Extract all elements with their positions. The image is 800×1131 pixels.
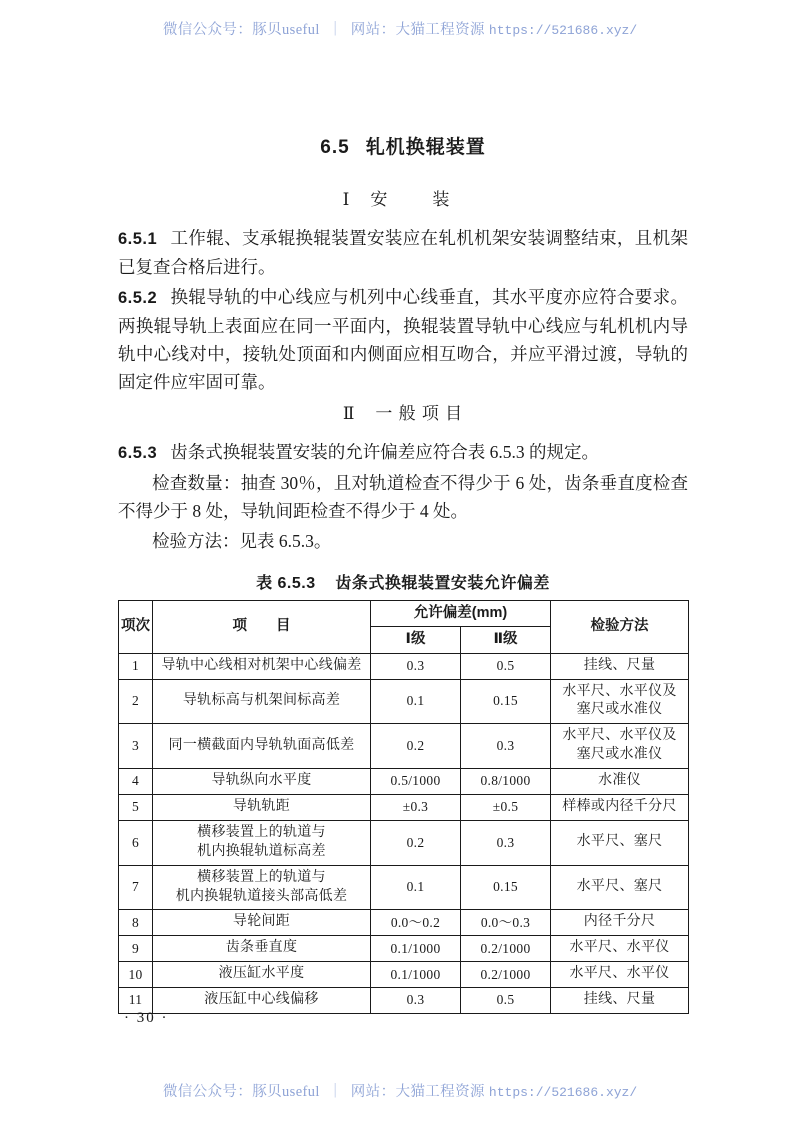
cell-level-2: 0.15 — [461, 865, 551, 910]
cell-item-line: 导轨标高与机架间标高差 — [182, 693, 341, 709]
page-content — [118, 132, 688, 1014]
table-row — [119, 724, 689, 769]
table-row — [119, 936, 689, 962]
cell-method — [551, 820, 689, 865]
cell-item — [153, 653, 371, 679]
cell-method-line: 水平尺、塞尺 — [576, 834, 663, 850]
cell-method — [551, 795, 689, 821]
watermark-bottom — [0, 1080, 800, 1101]
clause-6-5-1 — [118, 224, 688, 281]
cell-index: 1 — [119, 653, 153, 679]
cell-item — [153, 865, 371, 910]
watermark-separator: ｜ — [327, 22, 343, 38]
watermark-wechat-label: 微信公众号：豚贝useful — [162, 22, 320, 38]
header-item: 项 目 — [153, 600, 371, 653]
watermark-separator-bottom: ｜ — [327, 1084, 343, 1100]
cell-method — [551, 679, 689, 724]
cell-index: 3 — [119, 724, 153, 769]
table-caption-title: 齿条式换辊装置安装允许偏差 — [335, 574, 550, 592]
cell-item — [153, 910, 371, 936]
section-number: 6.5 — [320, 137, 350, 158]
cell-item-line: 液压缸水平度 — [218, 966, 305, 982]
page-title — [118, 132, 688, 159]
clause-text-6-5-1: 工作辊、支承辊换辊装置安装应在轧机机架安装调整结束，且机架已复查合格后进行。 — [118, 228, 688, 277]
cell-level-1: 0.1/1000 — [371, 962, 461, 988]
cell-index: 8 — [119, 910, 153, 936]
subsection-label-2: 一 般 项 目 — [375, 403, 464, 423]
subsection-heading-general-items — [118, 399, 688, 424]
header-method: 检验方法 — [551, 600, 689, 653]
cell-level-1: 0.1 — [371, 865, 461, 910]
inspection-method: 检验方法：见表 6.5.3。 — [152, 531, 332, 552]
cell-item — [153, 679, 371, 724]
cell-level-2: 0.5 — [461, 653, 551, 679]
header-tolerance-group: 允许偏差(mm) — [371, 600, 551, 627]
cell-item-line: 同一横截面内导轨轨面高低差 — [168, 737, 355, 753]
cell-index: 11 — [119, 988, 153, 1014]
cell-index: 9 — [119, 936, 153, 962]
subsection-roman-2: Ⅱ — [342, 403, 356, 423]
clause-6-5-3 — [118, 438, 688, 467]
cell-index: 6 — [119, 820, 153, 865]
clause-number-6-5-1: 6.5.1 — [118, 230, 158, 248]
cell-method-line: 水平尺、塞尺 — [576, 879, 663, 895]
table-row — [119, 910, 689, 936]
cell-level-2: 0.3 — [461, 820, 551, 865]
cell-item-line: 横移装置上的轨道与 — [197, 824, 326, 840]
cell-item — [153, 936, 371, 962]
cell-item-line: 齿条垂直度 — [225, 940, 298, 956]
cell-index: 5 — [119, 795, 153, 821]
watermark-url-bottom: https://521686.xyz/ — [488, 1085, 638, 1100]
header-level-2: Ⅱ级 — [461, 627, 551, 654]
cell-method-line: 样棒或内径千分尺 — [562, 799, 677, 815]
table-caption — [118, 570, 688, 593]
cell-index: 2 — [119, 679, 153, 724]
cell-method — [551, 988, 689, 1014]
cell-item-line: 导轮间距 — [232, 914, 291, 930]
table-caption-number: 表 6.5.3 — [256, 574, 316, 592]
cell-item — [153, 769, 371, 795]
cell-item-line: 导轨中心线相对机架中心线偏差 — [161, 657, 362, 673]
cell-method — [551, 865, 689, 910]
cell-level-1: 0.1/1000 — [371, 936, 461, 962]
cell-index: 7 — [119, 865, 153, 910]
cell-method — [551, 653, 689, 679]
table-row — [119, 795, 689, 821]
cell-item — [153, 962, 371, 988]
subsection-roman-1: Ⅰ — [342, 190, 351, 209]
cell-item — [153, 820, 371, 865]
cell-level-2: 0.8/1000 — [461, 769, 551, 795]
table-row — [119, 769, 689, 795]
watermark-top — [0, 18, 800, 39]
cell-method-line: 塞尺或水准仪 — [576, 702, 663, 718]
cell-method — [551, 936, 689, 962]
cell-method-line: 水平尺、水平仪 — [569, 940, 670, 956]
section-title-text: 轧机换辊装置 — [365, 137, 486, 158]
subsection-label-1: 安 装 — [370, 190, 464, 209]
cell-level-2: 0.5 — [461, 988, 551, 1014]
cell-method — [551, 724, 689, 769]
table-row — [119, 865, 689, 910]
table-row — [119, 988, 689, 1014]
cell-level-1: 0.3 — [371, 988, 461, 1014]
cell-method-line: 水平尺、水平仪及 — [562, 728, 677, 744]
cell-method — [551, 962, 689, 988]
cell-method-line: 挂线、尺量 — [583, 992, 656, 1008]
cell-item-line: 横移装置上的轨道与 — [197, 869, 326, 885]
cell-item-line: 液压缸中心线偏移 — [204, 992, 319, 1008]
cell-level-1: 0.0～0.2 — [371, 910, 461, 936]
clause-number-6-5-2: 6.5.2 — [118, 289, 158, 308]
cell-level-2: 0.0～0.3 — [461, 910, 551, 936]
subsection-heading-installation — [118, 185, 688, 210]
cell-item-line: 导轨纵向水平度 — [211, 773, 312, 789]
cell-level-1: ±0.3 — [371, 795, 461, 821]
cell-item — [153, 795, 371, 821]
cell-method — [551, 910, 689, 936]
table-body — [119, 653, 689, 1013]
watermark-wechat-label-bottom: 微信公众号：豚贝useful — [162, 1084, 320, 1100]
cell-item — [153, 988, 371, 1014]
cell-level-2: 0.2/1000 — [461, 936, 551, 962]
cell-level-2: ±0.5 — [461, 795, 551, 821]
cell-level-1: 0.3 — [371, 653, 461, 679]
cell-item-line: 机内换辊轨道接头部高低差 — [175, 888, 348, 904]
page-number: · 30 · — [124, 1010, 169, 1026]
watermark-site-label: 网站：大猫工程资源 — [350, 22, 485, 38]
tolerance-table — [118, 600, 689, 1014]
table-header — [119, 600, 689, 653]
cell-index: 10 — [119, 962, 153, 988]
table-row — [119, 679, 689, 724]
cell-index: 4 — [119, 769, 153, 795]
table-header-row-1 — [119, 600, 689, 627]
clause-text-6-5-2: 换辊导轨的中心线应与机列中心线垂直，其水平度亦应符合要求。两换辊导轨上表面应在同一平面内，换辊装置导轨中心线应与轧机机内导轨中心线对中，接轨处顶面和内侧面应相互吻合，并应平滑过渡，导轨的固定件应牢固可靠。 — [118, 287, 688, 393]
cell-item-line: 导轨轨距 — [232, 799, 291, 815]
cell-method-line: 挂线、尺量 — [583, 657, 656, 673]
header-level-1: Ⅰ级 — [371, 627, 461, 654]
cell-level-1: 0.1 — [371, 679, 461, 724]
watermark-site-label-bottom: 网站：大猫工程资源 — [350, 1084, 485, 1100]
cell-item — [153, 724, 371, 769]
table-row — [119, 653, 689, 679]
header-index: 项次 — [119, 600, 153, 653]
table-row — [119, 962, 689, 988]
cell-method-line: 内径千分尺 — [583, 914, 656, 930]
cell-level-1: 0.2 — [371, 724, 461, 769]
cell-level-1: 0.2 — [371, 820, 461, 865]
inspection-quantity: 检查数量：抽查 30％，且对轨道检查不得少于 6 处，齿条垂直度检查不得少于 8 处，导轨间距检查不得少于 4 处。 — [118, 472, 688, 521]
cell-level-1: 0.5/1000 — [371, 769, 461, 795]
table-row — [119, 820, 689, 865]
cell-method-line: 水准仪 — [598, 773, 641, 789]
cell-level-2: 0.15 — [461, 679, 551, 724]
cell-method-line: 塞尺或水准仪 — [576, 747, 663, 763]
cell-level-2: 0.3 — [461, 724, 551, 769]
cell-item-line: 机内换辊轨道标高差 — [197, 843, 326, 859]
cell-method — [551, 769, 689, 795]
cell-method-line: 水平尺、水平仪 — [569, 966, 670, 982]
clause-6-5-2 — [118, 283, 688, 397]
clause-number-6-5-3: 6.5.3 — [118, 443, 158, 462]
cell-level-2: 0.2/1000 — [461, 962, 551, 988]
watermark-url: https://521686.xyz/ — [488, 23, 638, 38]
clause-text-6-5-3: 齿条式换辊装置安装的允许偏差应符合表 6.5.3 的规定。 — [170, 441, 599, 462]
cell-method-line: 水平尺、水平仪及 — [562, 683, 677, 699]
